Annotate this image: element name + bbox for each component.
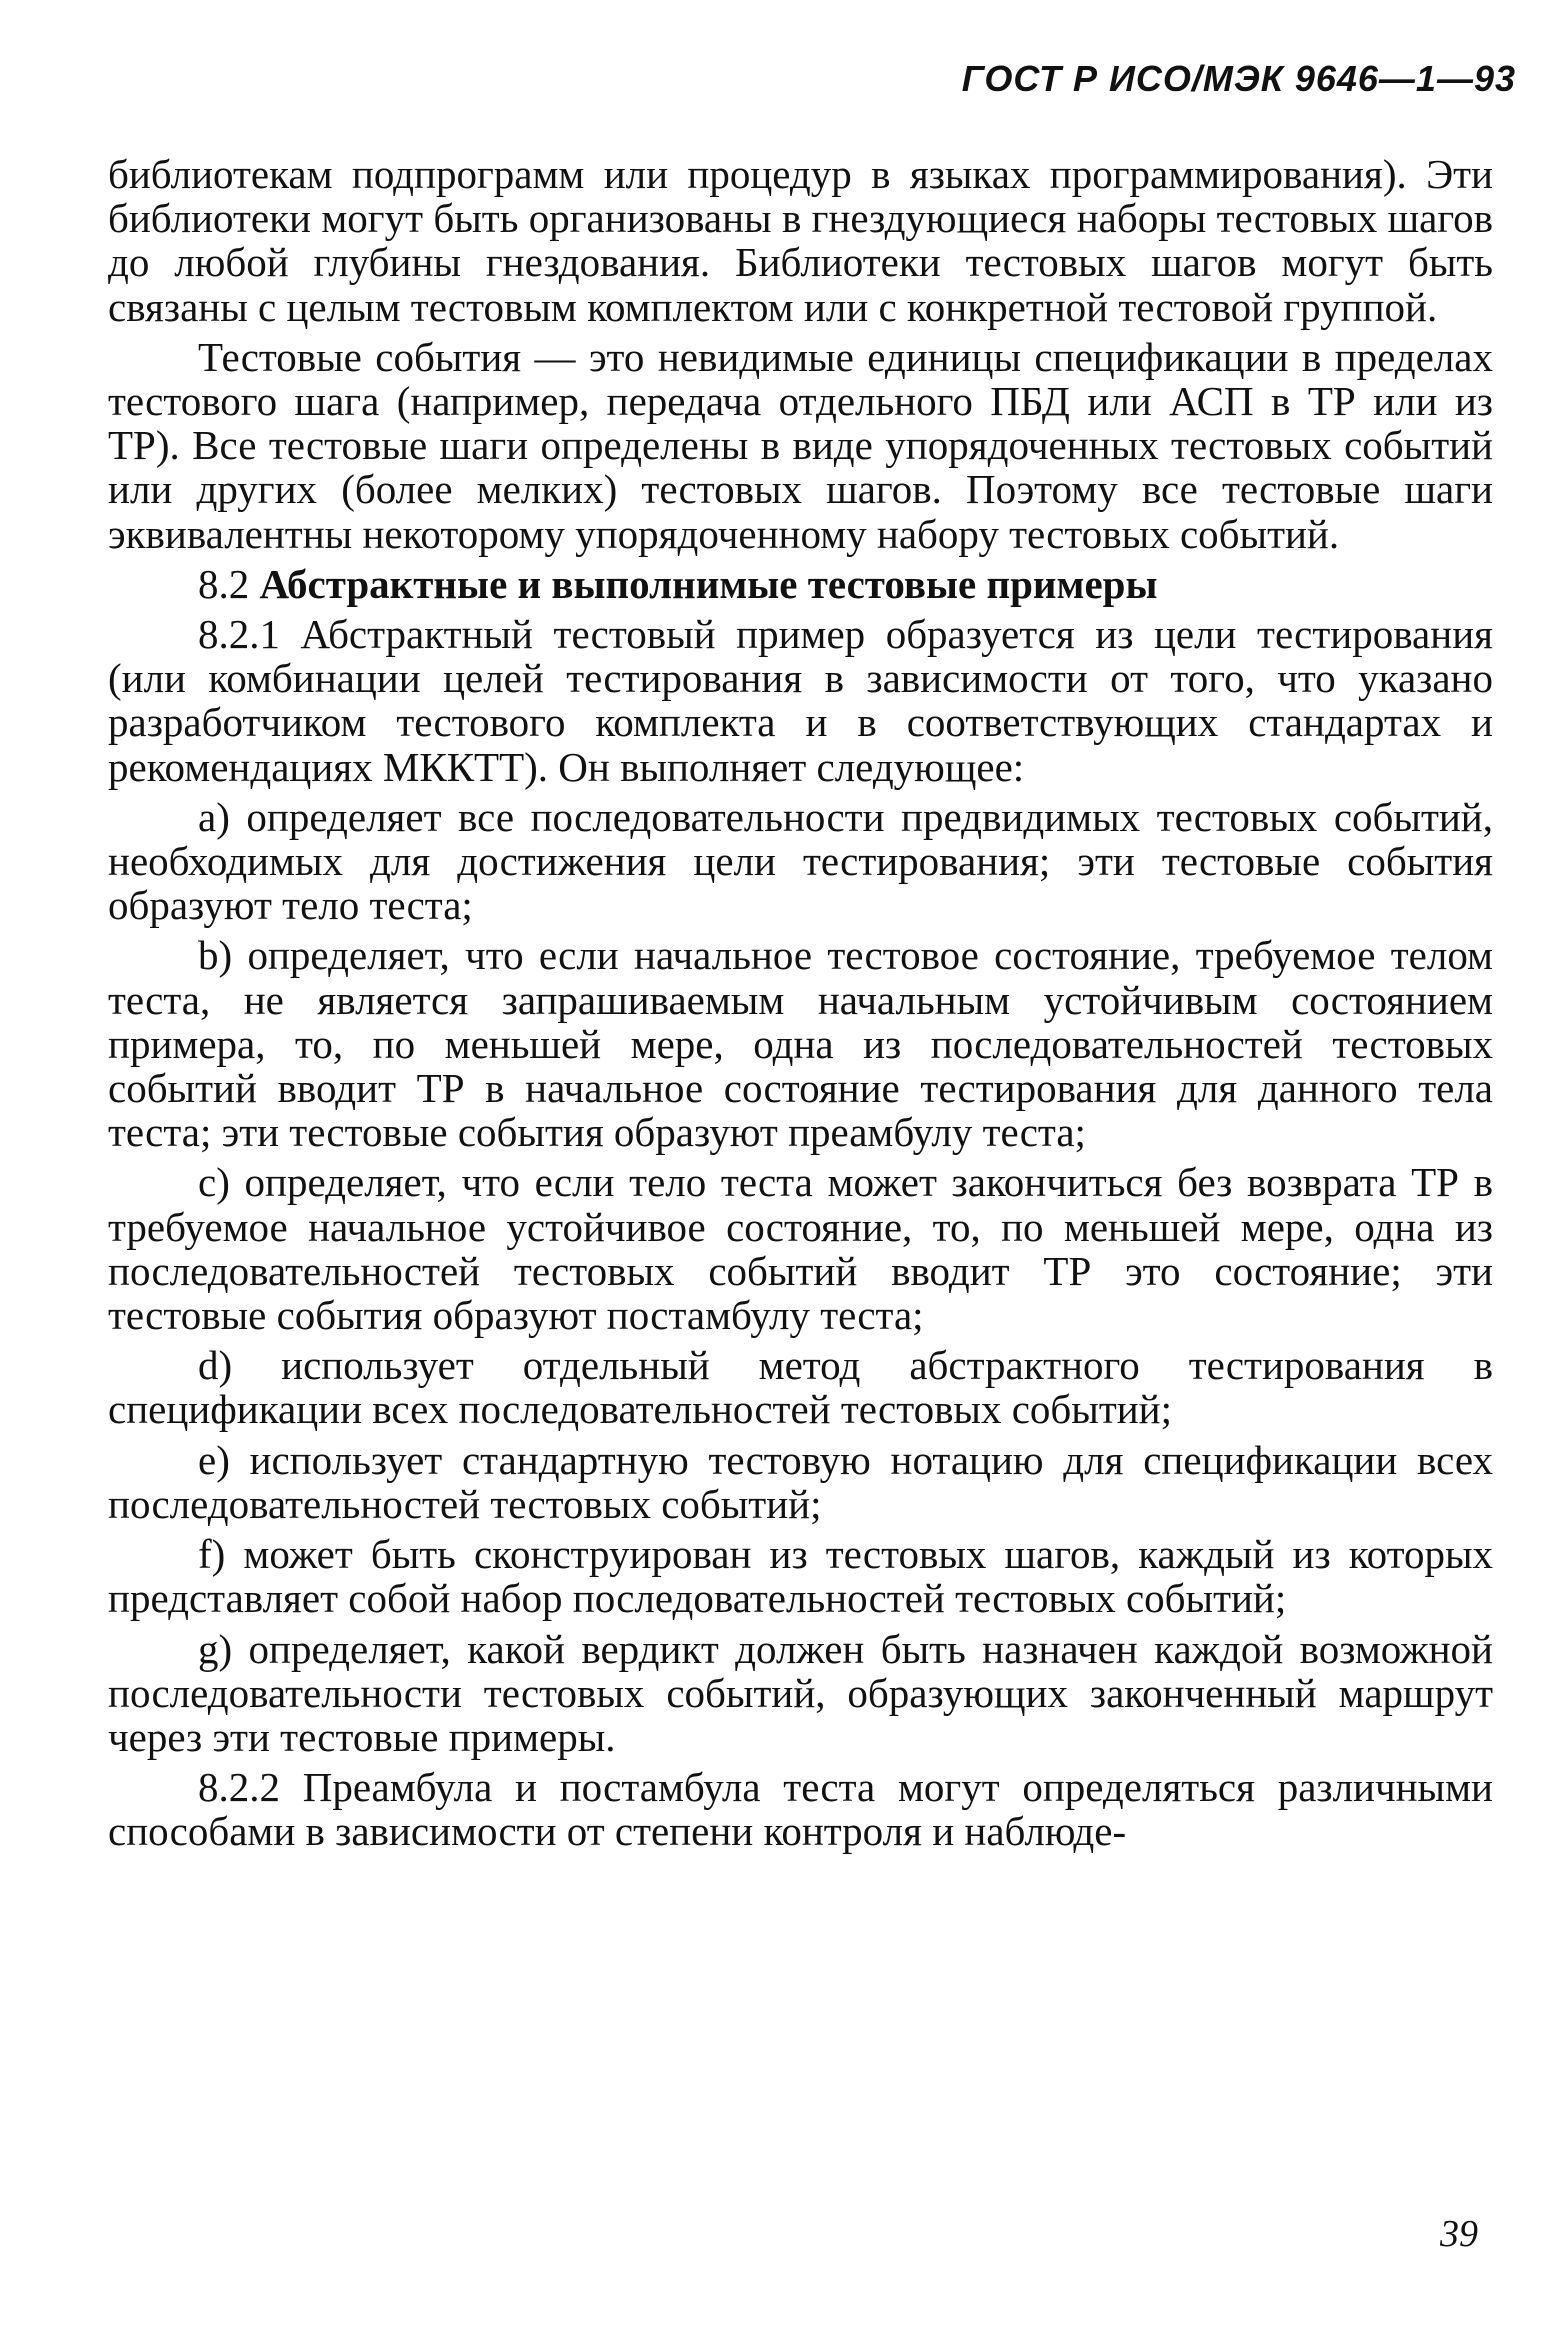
paragraph-8-2-2: 8.2.2 Преамбула и постамбула теста могут определяться различными способами в зависимости от степени контроля и наблюде- — [108, 1764, 1493, 1855]
list-item-f: f) может быть сконструирован из тестовых шагов, каждый из которых представляет собой набор последовательностей тестовых событий; — [108, 1531, 1493, 1622]
list-item-g: g) определяет, какой вердикт должен быть назначен каждой возможной последовательности тестовых событий, образующих законченный маршрут через эти тестовые примеры. — [108, 1625, 1493, 1760]
list-item-d: d) использует отдельный метод абстрактного тестирования в спецификации всех последовательностей тестовых событий; — [108, 1342, 1493, 1433]
section-heading-8-2 — [108, 562, 1493, 606]
list-item-b: b) определяет, что если начальное тестовое состояние, требуемое телом теста, не является запрашиваемым начальным устойчивым состоянием примера, то, по меньшей мере, одна из последовательностей тестовых событий вводит ТР в начальное состояние тестирования для данного тела теста; эти тестовые события образуют преамбулу теста; — [108, 932, 1493, 1156]
list-item-a: a) определяет все последовательности предвидимых тестовых событий, необходимых для достижения цели тестирования; эти тестовые события образуют тело теста; — [108, 793, 1493, 929]
running-header: ГОСТ Р ИСО/МЭК 9646—1—93 — [961, 58, 1516, 99]
body-text — [108, 152, 1493, 1860]
section-number: 8.2 — [198, 560, 250, 607]
paragraph-continuation: библиотекам подпрограмм или процедур в языках программирования). Эти библиотеки могут быть организованы в гнездующиеся наборы тестовых шагов до любой глубины гнездования. Библиотеки тестовых шагов могут быть связаны с целым тестовым комплектом или с конкретной тестовой группой. — [108, 151, 1493, 330]
page-number: 39 — [1440, 2213, 1478, 2255]
paragraph-8-2-1: 8.2.1 Абстрактный тестовый пример образуется из цели тестирования (или комбинации целей тестирования в зависимости от того, что указано разработчиком тестового комплекта и в соответствующих стандартах и рекомендациях МККТТ). Он выполняет следующее: — [108, 611, 1493, 790]
list-item-c: c) определяет, что если тело теста может закончиться без возврата ТР в требуемое начальное устойчивое состояние, то, по меньшей мере, одна из последовательностей тестовых событий вводит ТР это состояние; эти тестовые события образуют постамбулу теста; — [108, 1159, 1493, 1339]
section-title: Абстрактные и выполнимые тестовые примеры — [259, 560, 1158, 607]
paragraph-test-events: Тестовые события — это невидимые единицы спецификации в пределах тестового шага (например, передача отдельного ПБД или АСП в ТР или из ТР). Все тестовые шаги определены в виде упорядоченных тестовых событий или других (более мелких) тестовых шагов. Поэтому все тестовые шаги эквивалентны некоторому упорядоченному набору тестовых событий. — [108, 333, 1493, 557]
list-item-e: e) использует стандартную тестовую нотацию для спецификации всех последовательностей тестовых событий; — [108, 1436, 1493, 1527]
